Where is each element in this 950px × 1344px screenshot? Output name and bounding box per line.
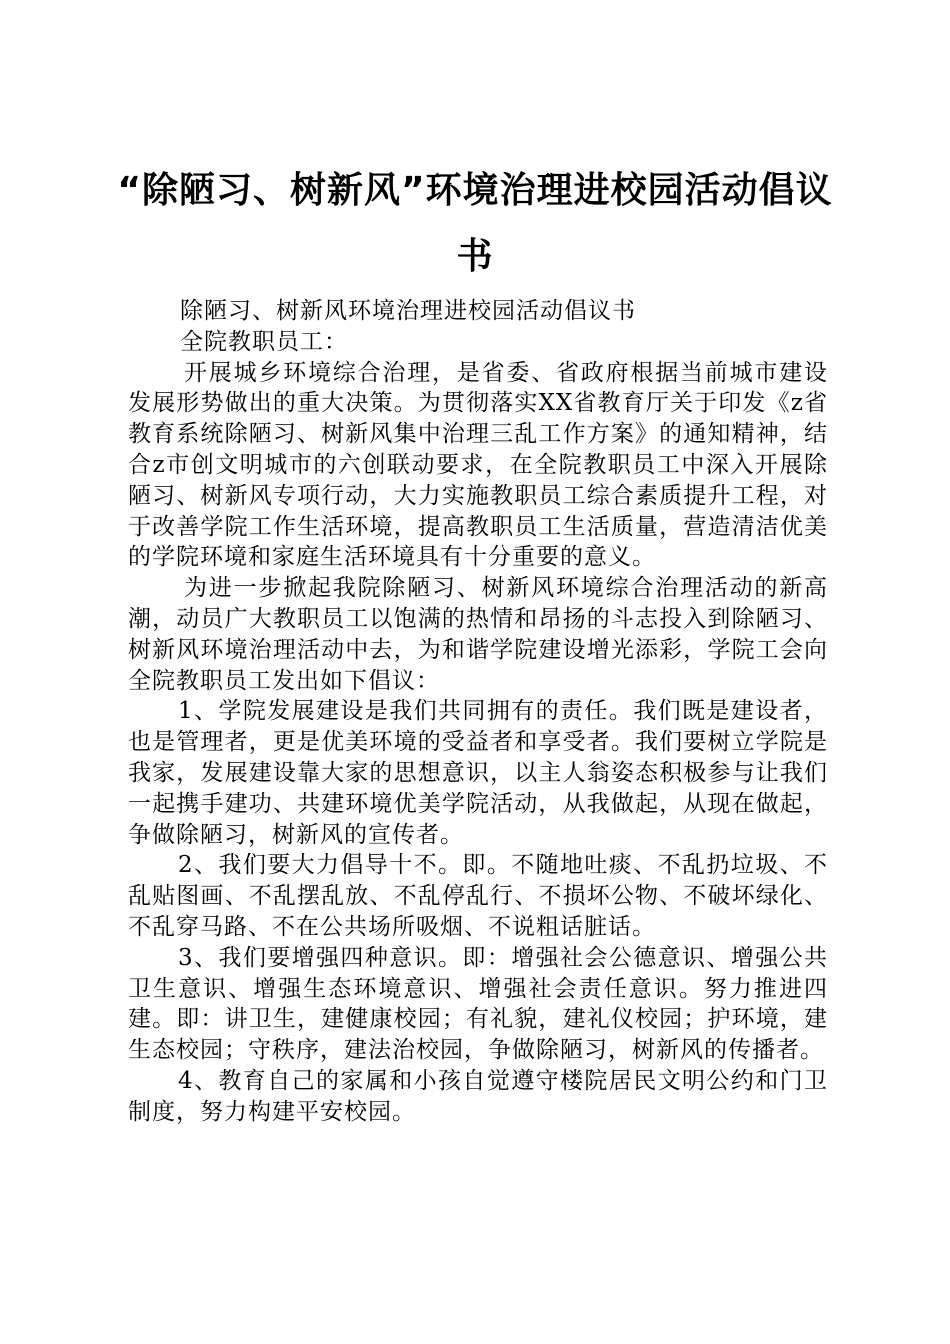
proposal-item-1: 1、学院发展建设是我们共同拥有的责任。我们既是建设者，也是管理者，更是优美环境的受益者和享受者。我们要树立学院是我家，发展建设靠大家的思想意识，以主人翁姿态积极参与让我们一起携手建功、共建环境优美学院活动，从我做起，从现在做起，争做除陋习，树新风的宣传者。 <box>128 698 828 848</box>
paragraph-intro: 开展城乡环境综合治理，是省委、省政府根据当前城市建设发展形势做出的重大决策。为贯彻落实XX省教育厅关于印发《z省教育系统除陋习、树新风集中治理三乱工作方案》的通知精神，结合z市创文明城市的六创联动要求，在全院教职员工中深入开展除陋习、树新风专项行动，大力实施教职员工综合素质提升工程，对于改善学院工作生活环境，提高教职员工生活质量，营造清洁优美的学院环境和家庭生活环境具有十分重要的意义。 <box>128 359 828 571</box>
document-title: “除陋习、树新风”环境治理进校园活动倡议书 <box>117 170 833 277</box>
document-body <box>128 296 828 1128</box>
salutation: 全院教职员工： <box>180 328 348 355</box>
proposal-item-3: 3、我们要增强四种意识。即：增强社会公德意识、增强公共卫生意识、增强生态环境意识、增强社会责任意识。努力推进四建。即：讲卫生，建健康校园；有礼貌，建礼仪校园；护环境，建生态校园；守秩序，建法治校园，争做除陋习，树新风的传播者。 <box>128 944 828 1064</box>
proposal-item-4: 4、教育自己的家属和小孩自觉遵守楼院居民文明公约和门卫制度，努力构建平安校园。 <box>128 1067 828 1125</box>
document-subtitle: 除陋习、树新风环境治理进校园活动倡议书 <box>180 298 636 324</box>
paragraph-appeal: 为进一步掀起我院除陋习、树新风环境综合治理活动的新高潮，动员广大教职员工以饱满的热情和昂扬的斗志投入到除陋习、树新风环境治理活动中去，为和谐学院建设增光添彩，学院工会向全院教职员工发出如下倡议： <box>128 575 828 694</box>
proposal-item-2: 2、我们要大力倡导十不。即。不随地吐痰、不乱扔垃圾、不乱贴图画、不乱摆乱放、不乱停乱行、不损坏公物、不破坏绿化、不乱穿马路、不在公共场所吸烟、不说粗话脏话。 <box>128 852 828 940</box>
